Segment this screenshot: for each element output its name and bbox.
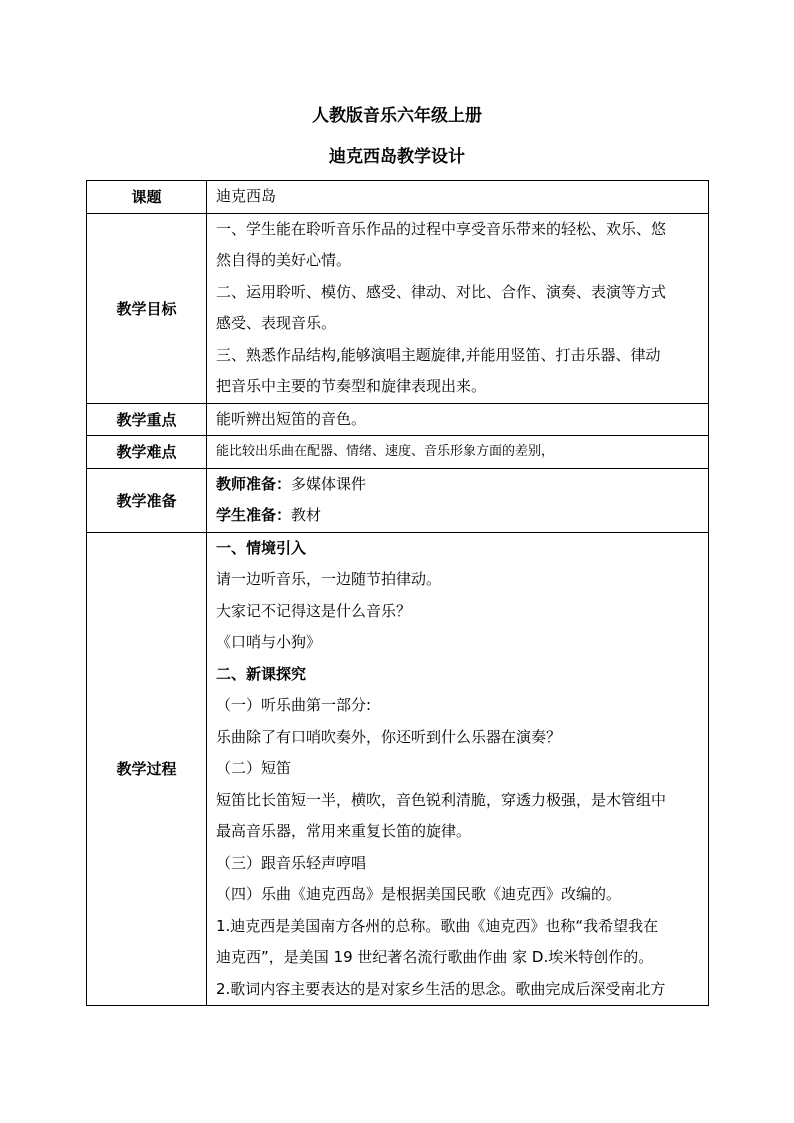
objectives-line: 感受、表现音乐。 (216, 314, 337, 332)
process-heading: 二、新课探究 (216, 664, 307, 683)
objectives-line: 然自得的美好心情。 (216, 251, 352, 269)
student-prep-label: 学生准备： (216, 506, 292, 524)
process-line: （四）乐曲《迪克西岛》是根据美国民歌《迪克西》改编的。 (216, 885, 622, 903)
process-line: 最高音乐器，常用来重复长笛的旋律。 (216, 822, 472, 840)
process-line: 请一边听音乐，一边随节拍律动。 (216, 570, 442, 588)
table-row-key-point (87, 403, 709, 436)
process-line: 大家记不记得这是什么音乐？ (216, 601, 412, 620)
preparation-label: 教学准备 (87, 468, 207, 532)
key-point-value: 能听辨出短笛的音色。 (207, 403, 709, 436)
process-line: 乐曲除了有口哨吹奏外，你还听到什么乐器在演奏？ (216, 727, 562, 746)
table-row-process (87, 532, 709, 1006)
document-subtitle: 迪克西岛教学设计 (329, 147, 465, 167)
document-title: 人教版音乐六年级上册 (312, 106, 482, 126)
objectives-line: 一、学生能在聆听音乐作品的过程中享受音乐带来的轻松、欢乐、悠 (216, 219, 667, 238)
lesson-plan-table (86, 180, 709, 1006)
process-line: （三）跟音乐轻声哼唱 (216, 853, 367, 872)
difficulty-label: 教学难点 (87, 436, 207, 469)
difficulty-value: 能比较出乐曲在配器、情绪、速度、音乐形象方面的差别， (207, 436, 709, 469)
topic-label: 课题 (87, 181, 207, 214)
teacher-prep-label: 教师准备： (216, 474, 292, 493)
process-heading: 一、情境引入 (216, 538, 307, 557)
process-line: （二）短笛 (216, 759, 292, 777)
objectives-content (207, 213, 709, 403)
process-line: 迪克西”，是美国 19 世纪著名流行歌曲作曲 家 D.埃米特创作的。 (216, 948, 654, 966)
objectives-label: 教学目标 (87, 213, 207, 403)
process-content (207, 532, 709, 1006)
process-line: 《口哨与小狗》 (216, 633, 322, 651)
key-point-label: 教学重点 (87, 403, 207, 436)
preparation-content (207, 468, 709, 532)
table-row-preparation (87, 468, 709, 532)
process-line: （一）听乐曲第一部分: (216, 696, 372, 714)
topic-value: 迪克西岛 (207, 181, 709, 214)
process-line: 1.迪克西是美国南方各州的总称。歌曲《迪克西》也称“我希望我在 (216, 916, 659, 935)
objectives-line: 二、运用聆听、模仿、感受、律动、对比、合作、演奏、表演等方式 (216, 282, 667, 301)
process-line: 短笛比长笛短一半，横吹，音色锐利清脆，穿透力极强，是木管组中 (216, 790, 667, 809)
table-row-topic (87, 181, 709, 214)
process-label: 教学过程 (87, 532, 207, 1006)
table-row-difficulty (87, 436, 709, 469)
objectives-line: 三、熟悉作品结构,能够演唱主题旋律,并能用竖笛、打击乐器、律动 (216, 345, 661, 364)
table-row-objectives (87, 213, 709, 403)
objectives-line: 把音乐中主要的节奏型和旋律表现出来。 (216, 377, 487, 395)
process-line: 2.歌词内容主要表达的是对家乡生活的思念。歌曲完成后深受南北方 (216, 979, 666, 998)
teacher-prep-value: 多媒体课件 (291, 474, 367, 493)
student-prep-value: 教材 (291, 506, 322, 524)
